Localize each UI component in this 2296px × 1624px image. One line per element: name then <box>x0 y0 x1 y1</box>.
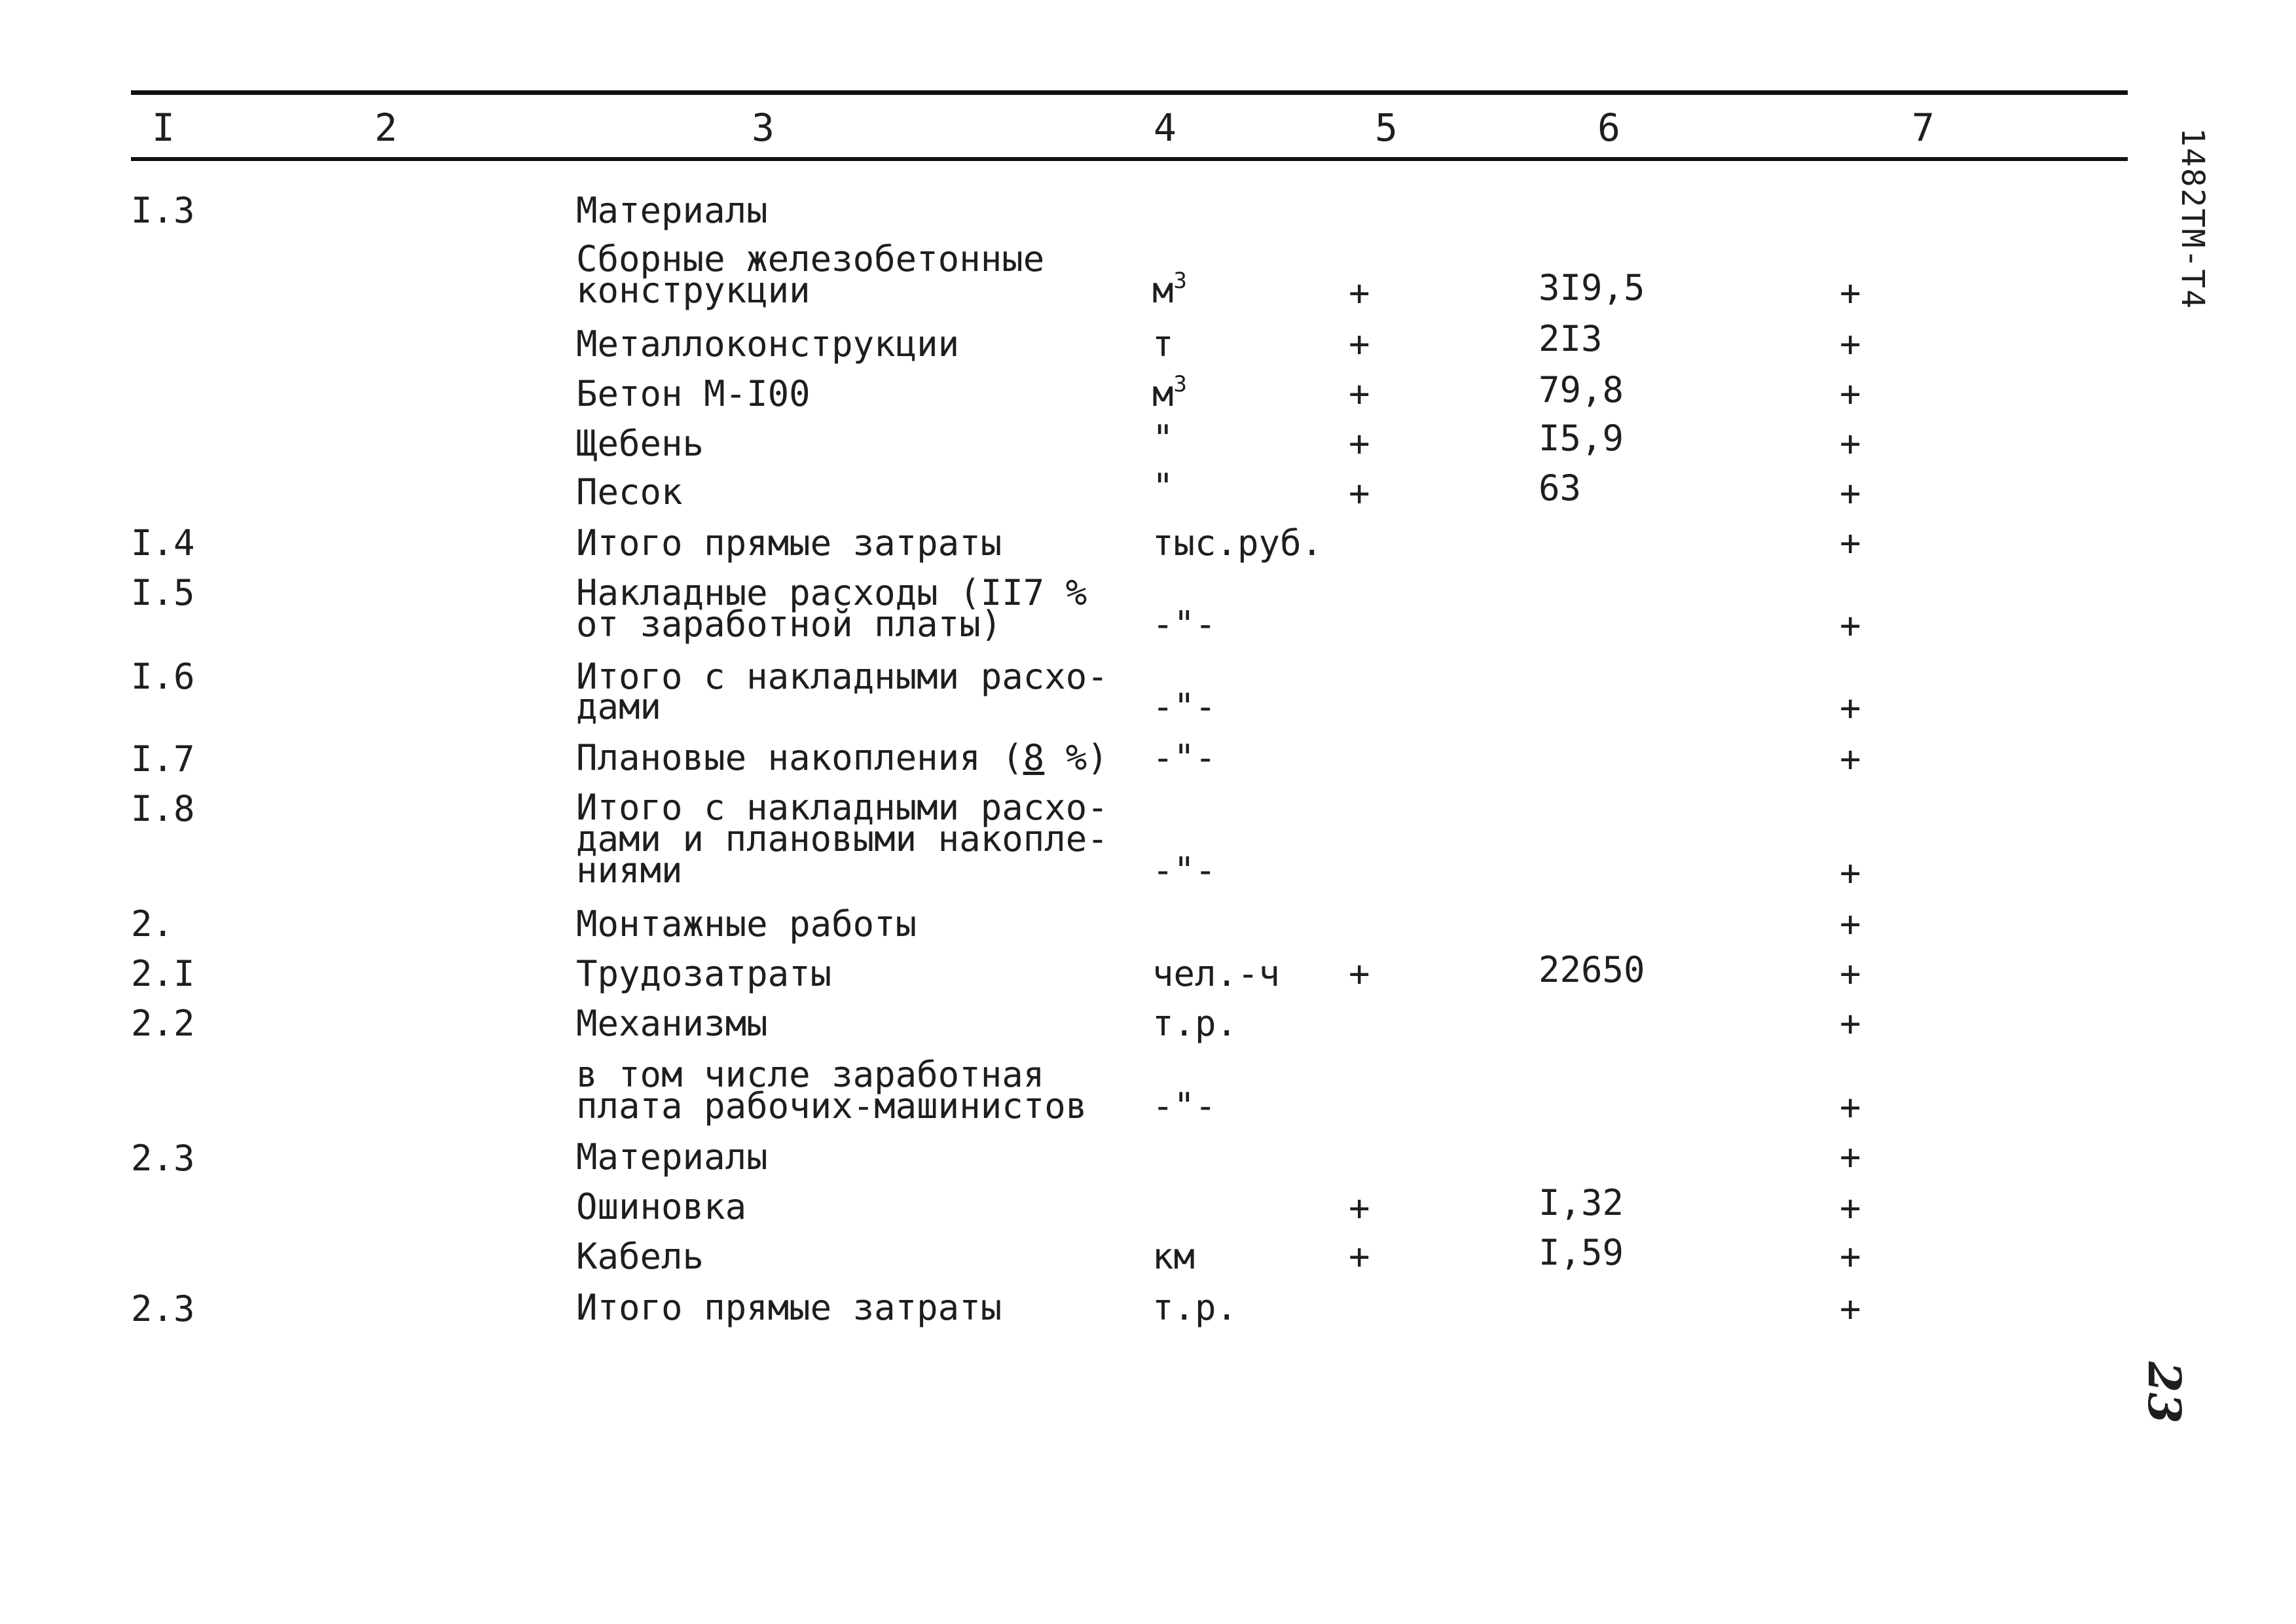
col-header-3: 3 <box>752 105 774 150</box>
unit-cell: -"- <box>1152 737 1216 778</box>
col7-mark: + <box>1840 522 1861 564</box>
item-name: Металлоконструкции <box>576 323 960 365</box>
quantity-value: 22650 <box>1539 949 1645 990</box>
col7-mark: + <box>1840 903 1861 945</box>
item-name: в том числе заработная <box>576 1054 1045 1095</box>
item-name: Ошиновка <box>576 1186 747 1227</box>
unit-cell: " <box>1152 418 1174 459</box>
item-name: Щебень <box>576 423 704 464</box>
unit-cell: т.р. <box>1152 1003 1238 1044</box>
col-header-4: 4 <box>1154 105 1176 150</box>
col5-mark: + <box>1349 323 1370 365</box>
item-name: плата рабочих-машинистов <box>576 1085 1087 1127</box>
col7-mark: + <box>1840 473 1861 514</box>
table-header-rule <box>131 157 2128 161</box>
row-number: I.4 <box>131 522 195 564</box>
unit-cell: км <box>1152 1236 1195 1277</box>
item-name: Итого прямые затраты <box>576 1287 1002 1328</box>
item-name: Кабель <box>576 1236 704 1277</box>
item-name: Плановые накопления (8 %) <box>576 737 1108 778</box>
col7-mark: + <box>1840 1087 1861 1128</box>
unit-cell: т <box>1152 323 1174 365</box>
unit-cell: $м^3$ <box>1152 268 1187 311</box>
item-name: дами <box>576 686 662 727</box>
row-number: 2.2 <box>131 1003 195 1044</box>
row-number: 2.3 <box>131 1288 195 1329</box>
col7-mark: + <box>1840 738 1861 780</box>
item-name: Сборные железобетонные <box>576 238 1045 280</box>
item-name: конструкции <box>576 270 811 311</box>
col7-mark: + <box>1840 1236 1861 1277</box>
col7-mark: + <box>1840 373 1861 414</box>
unit-cell: -"- <box>1152 604 1216 645</box>
item-name: Материалы <box>576 190 768 231</box>
col7-mark: + <box>1840 852 1861 893</box>
col5-mark: + <box>1349 373 1370 414</box>
document-code: 1482ТМ-Т4 <box>2174 128 2211 310</box>
col5-mark: + <box>1349 423 1370 464</box>
row-number: 2.3 <box>131 1138 195 1179</box>
item-name: Итого прямые затраты <box>576 522 1002 564</box>
col5-mark: + <box>1349 1187 1370 1229</box>
item-name: дами и плановыми накопле- <box>576 818 1108 859</box>
col5-mark: + <box>1349 1236 1370 1277</box>
col7-mark: + <box>1840 687 1861 729</box>
quantity-value: 63 <box>1539 467 1582 509</box>
col5-mark: + <box>1349 953 1370 994</box>
unit-cell: т.р. <box>1152 1287 1238 1328</box>
col-header-2: 2 <box>374 105 397 150</box>
col-header-5: 5 <box>1375 105 1398 150</box>
item-name: от заработной платы) <box>576 604 1002 645</box>
col7-mark: + <box>1840 423 1861 464</box>
col7-mark: + <box>1840 1187 1861 1229</box>
col-header-1: I <box>152 105 175 150</box>
item-name: Монтажные работы <box>576 903 917 945</box>
item-name: Итого с накладными расхо- <box>576 656 1108 697</box>
item-name: Накладные расходы (II7 % <box>576 572 1087 613</box>
unit-cell: $м^3$ <box>1152 371 1187 414</box>
item-name: Бетон М-I00 <box>576 373 811 414</box>
col7-mark: + <box>1840 272 1861 314</box>
col7-mark: + <box>1840 1288 1861 1329</box>
unit-cell: -"- <box>1152 850 1216 891</box>
quantity-value: 79,8 <box>1539 369 1624 410</box>
unit-cell: тыс.руб. <box>1152 522 1323 564</box>
page-number: 23 <box>2138 1362 2190 1424</box>
col7-mark: + <box>1840 1003 1861 1044</box>
row-number: 2. <box>131 903 174 945</box>
quantity-value: I5,9 <box>1539 418 1624 459</box>
quantity-value: I,32 <box>1539 1182 1624 1223</box>
col7-mark: + <box>1840 323 1861 365</box>
row-number: I.8 <box>131 788 195 829</box>
col-header-6: 6 <box>1597 105 1620 150</box>
row-number: 2.I <box>131 953 195 994</box>
unit-cell: " <box>1152 466 1174 507</box>
col7-mark: + <box>1840 953 1861 994</box>
col-header-7: 7 <box>1912 105 1935 150</box>
item-name: ниями <box>576 850 683 891</box>
unit-cell: чел.-ч <box>1152 953 1281 994</box>
item-name: Песок <box>576 471 683 513</box>
col5-mark: + <box>1349 272 1370 314</box>
unit-cell: -"- <box>1152 686 1216 727</box>
item-name: Материалы <box>576 1136 768 1178</box>
col7-mark: + <box>1840 605 1861 646</box>
item-name: Трудозатраты <box>576 953 832 994</box>
row-number: I.3 <box>131 190 195 231</box>
item-name: Итого с накладными расхо- <box>576 787 1108 828</box>
col7-mark: + <box>1840 1136 1861 1178</box>
row-number: I.7 <box>131 738 195 780</box>
quantity-value: 2I3 <box>1539 318 1603 359</box>
col5-mark: + <box>1349 473 1370 514</box>
row-number: I.5 <box>131 572 195 613</box>
item-name: Механизмы <box>576 1003 768 1044</box>
unit-cell: -"- <box>1152 1085 1216 1127</box>
quantity-value: 3I9,5 <box>1539 267 1645 308</box>
quantity-value: I,59 <box>1539 1232 1624 1273</box>
table-top-rule <box>131 90 2128 95</box>
row-number: I.6 <box>131 656 195 697</box>
